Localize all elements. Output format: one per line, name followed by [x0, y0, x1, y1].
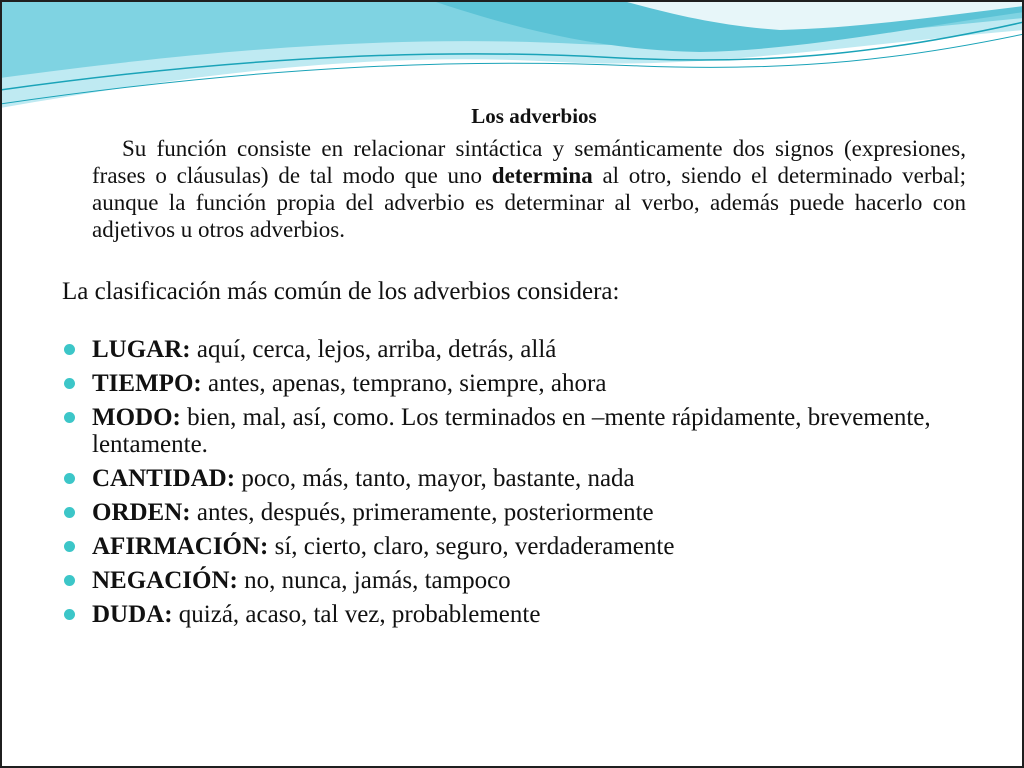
slide-title: Los adverbios [471, 104, 597, 128]
paragraph-emphasis: determina [491, 163, 593, 188]
category-examples: antes, apenas, temprano, siempre, ahora [201, 370, 607, 397]
category-examples: poco, más, tanto, mayor, bastante, nada [235, 465, 635, 492]
category-name: LUGAR: [92, 336, 191, 363]
category-name: DUDA: [92, 601, 173, 628]
paragraph-text-end: al otro, siendo el determinado verbal; aunque la función propia del adverbio es determinar al verbo, además puede hacerlo con adjetivos u otros adverbios. [92, 163, 966, 242]
category-name: ORDEN: [92, 499, 191, 526]
category-name: CANTIDAD: [92, 465, 236, 492]
category-name: TIEMPO: [92, 370, 202, 397]
category-examples: no, nunca, jamás, tampoco [237, 567, 511, 594]
classification-intro: La clasificación más común de los adverbios considera: [62, 278, 620, 305]
category-examples: quizá, acaso, tal vez, probablemente [172, 601, 541, 628]
category-name: AFIRMACIÓN: [92, 533, 269, 560]
category-name: NEGACIÓN: [92, 567, 238, 594]
category-examples: antes, después, primeramente, posteriormente [190, 499, 654, 526]
category-examples: bien, mal, así, como. Los terminados en –mente rápidamente, brevemente, lentamente. [92, 404, 931, 458]
category-name: MODO: [92, 404, 181, 431]
category-examples: aquí, cerca, lejos, arriba, detrás, allá [190, 336, 557, 363]
category-examples: sí, cierto, claro, seguro, verdaderamente [268, 533, 675, 560]
paragraph-text-start: Su función consiste en relacionar sintáctica y semánticamente dos signos (expresiones, frases o cláusulas) de tal modo que uno [92, 136, 966, 188]
